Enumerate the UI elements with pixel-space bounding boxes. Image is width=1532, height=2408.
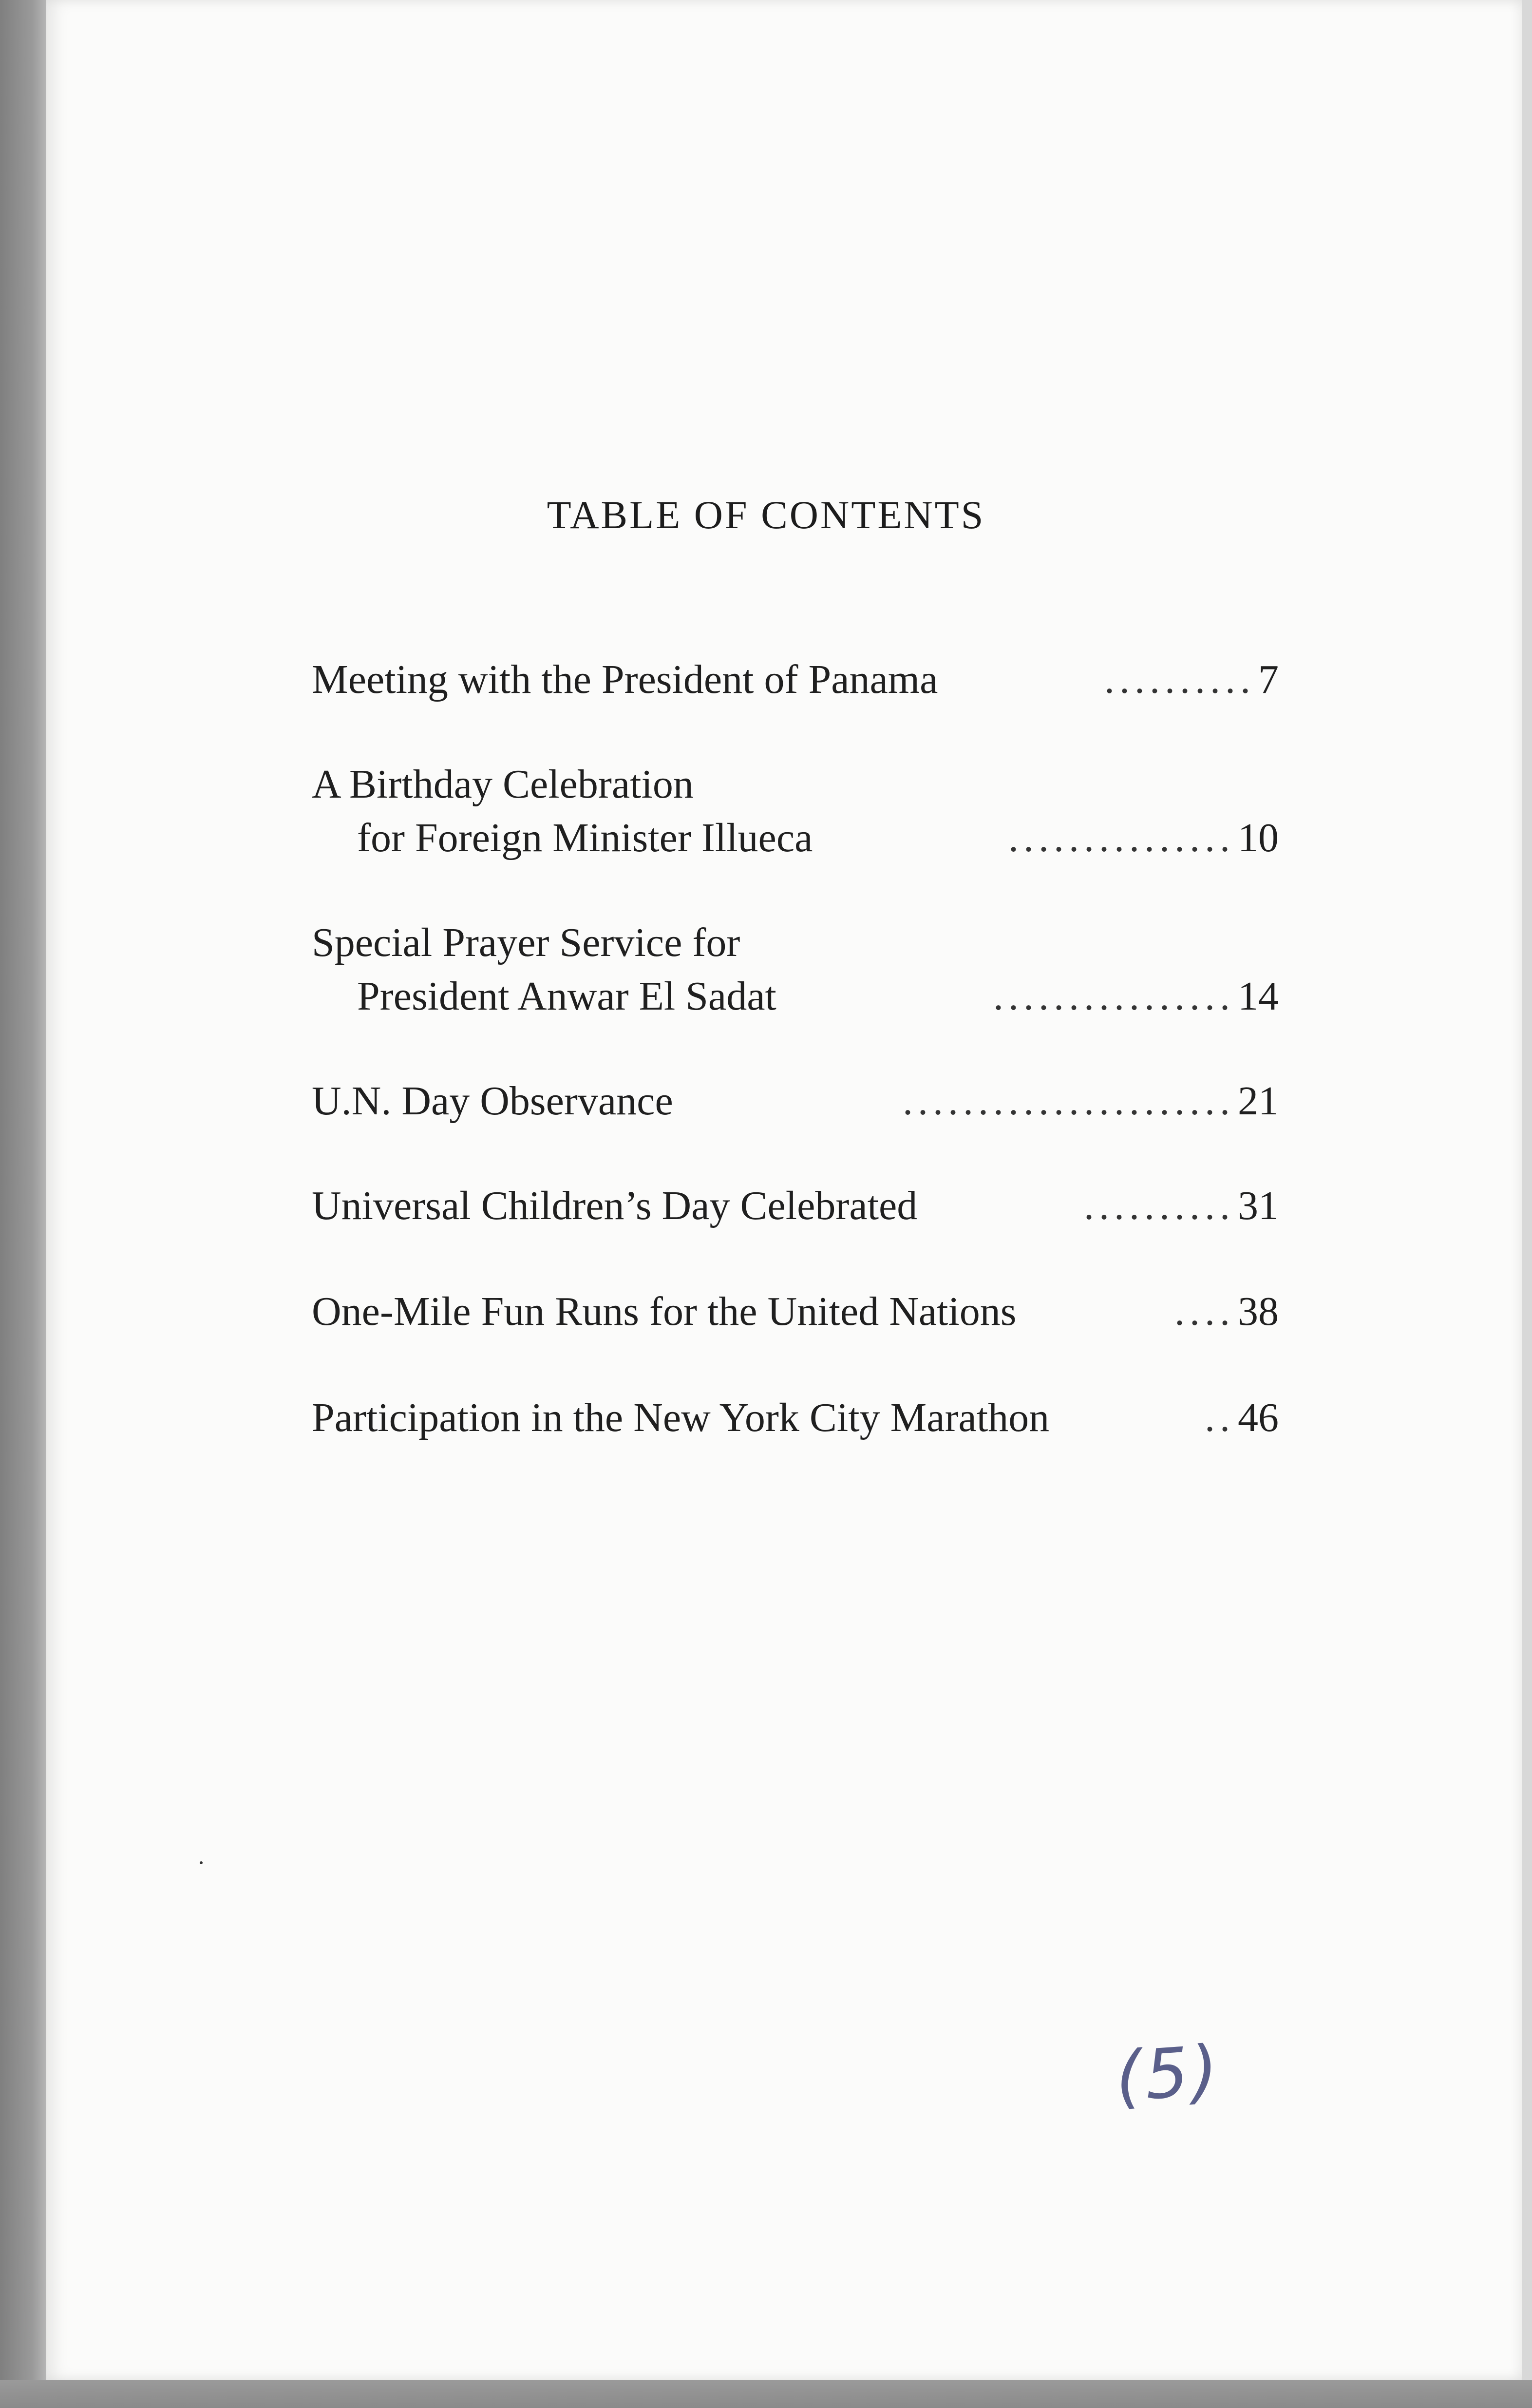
dot-leader: .. xyxy=(1205,1395,1235,1440)
toc-entry-title: Special Prayer Service for xyxy=(312,920,740,965)
toc-entry-line xyxy=(312,1391,1279,1445)
toc-page-number: 46 xyxy=(1238,1395,1279,1440)
dot-leader: .......... xyxy=(1104,657,1255,702)
toc-entry-title: Universal Children’s Day Celebrated xyxy=(312,1183,918,1228)
toc-page-number: 38 xyxy=(1238,1289,1279,1334)
toc-entry xyxy=(312,1391,1279,1445)
toc-entry-line xyxy=(312,758,1279,811)
scan-speck xyxy=(200,1861,203,1864)
page-title: TABLE OF CONTENTS xyxy=(547,493,985,537)
toc-entry xyxy=(312,758,1279,865)
toc-page-number: 14 xyxy=(1238,974,1279,1019)
toc-entry xyxy=(312,1179,1279,1233)
toc-entry-title: One-Mile Fun Runs for the United Nations xyxy=(312,1289,1017,1334)
toc-entry xyxy=(312,916,1279,1023)
toc-entry-title-continued: for Foreign Minister Illueca xyxy=(357,815,813,860)
toc-page-number: 21 xyxy=(1238,1078,1279,1124)
scan-left-edge xyxy=(0,0,46,2408)
scan-right-edge xyxy=(1522,0,1532,2408)
dot-leader: ................ xyxy=(993,974,1235,1019)
toc-entry-title: U.N. Day Observance xyxy=(312,1078,673,1124)
toc-entry-title: Meeting with the President of Panama xyxy=(312,657,938,702)
dot-leader: ...................... xyxy=(903,1078,1235,1124)
toc-entry xyxy=(312,1074,1279,1128)
dot-leader: .... xyxy=(1174,1289,1235,1334)
toc-entry-title: A Birthday Celebration xyxy=(312,762,694,807)
toc-entry-line xyxy=(312,811,1279,865)
handwritten-page-number: (5) xyxy=(1113,2030,1224,2118)
toc-entry-line xyxy=(312,970,1279,1023)
dot-leader: .......... xyxy=(1084,1183,1235,1228)
toc-entry-line xyxy=(312,1285,1279,1338)
scan-bottom-edge xyxy=(0,2380,1532,2408)
toc-entry-title-continued: President Anwar El Sadat xyxy=(357,974,776,1019)
toc-entry-line xyxy=(312,916,1279,970)
toc-entry-line xyxy=(312,653,1279,707)
toc-entry-line xyxy=(312,1179,1279,1233)
toc-page-number: 10 xyxy=(1238,815,1279,860)
toc-entry xyxy=(312,653,1279,707)
toc-page-number: 31 xyxy=(1238,1183,1279,1228)
toc-page-number: 7 xyxy=(1258,657,1279,702)
toc-entry xyxy=(312,1285,1279,1338)
dot-leader: ............... xyxy=(1008,815,1235,860)
toc-entry-line xyxy=(312,1074,1279,1128)
toc-entry-title: Participation in the New York City Marathon xyxy=(312,1395,1050,1440)
